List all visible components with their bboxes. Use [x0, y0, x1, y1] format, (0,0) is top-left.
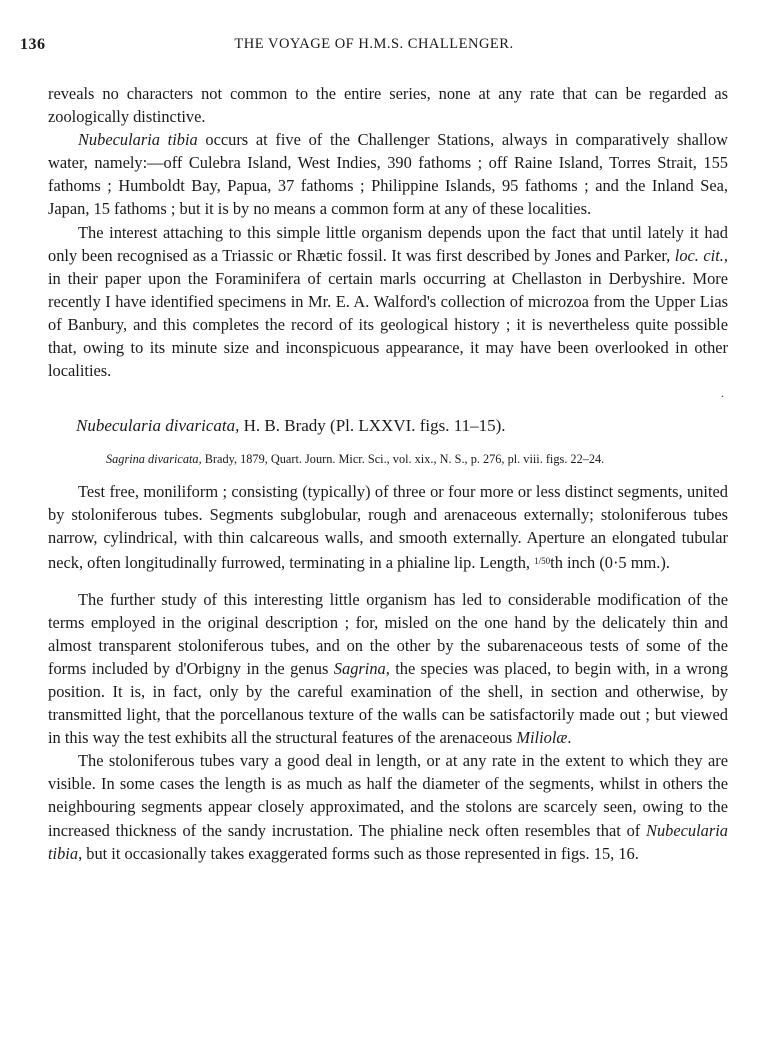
paragraph-further-study: The further study of this interesting little organism has led to considerable modification of the terms employed in the original description ; for, misled on the one hand by the delicately thin and almost transparent stoloniferous tubes, and on the other by the subarenaceous tests of some of the forms included by d'Orbigny in the genus Sagrina, the species was placed, to begin with, in a wrong position. It is, in fact, only by the careful examination of the shell, in section and otherwise, by transmitted light, that the porcellanous texture of the walls can be satisfactorily made out ; but viewed in this way the test exhibits all the structural features of the arenaceous Miliolæ.	[48, 589, 729, 748]
species-name: Nubecularia tibia	[48, 820, 728, 863]
fraction: 1/50	[534, 555, 551, 566]
synonymy-line: Sagrina divaricata, Brady, 1879, Quart. Journ. Micr. Sci., vol. xix., N. S., p. 276, pl. viii. figs. 22–24.	[106, 452, 605, 467]
paragraph-continuation: reveals no characters not common to the entire series, none at any rate that can be regarded as zoologically distinctive.	[48, 84, 728, 127]
page-body	[48, 82, 728, 865]
page-number: 136	[20, 36, 46, 53]
citation: loc. cit.	[674, 245, 724, 265]
family-name: Miliolæ	[516, 728, 568, 748]
stray-mark: .	[721, 386, 724, 401]
species-heading-name: Nubecularia divaricata	[76, 416, 236, 436]
species-name: Nubecularia tibia	[78, 130, 198, 150]
paragraph-geological-history: The interest attaching to this simple little organism depends upon the fact that until lately it had only been recognised as a Triassic or Rhætic fossil. It was first described by Jones and Parker, loc. cit., in their paper upon the Foraminifera of certain marls occurring at Chellaston in Derbyshire. More recently I have identified specimens in Mr. E. A. Walford's collection of microzoa from the Upper Lias of Banbury, and this completes the record of its geological history ; it is nevertheless quite possible that, owing to its minute size and inconspicuous appearance, it may have been overlooked in other localities.	[48, 222, 729, 381]
running-title: THE VOYAGE OF H.M.S. CHALLENGER.	[234, 36, 514, 52]
paragraph-stoloniferous-tubes: The stoloniferous tubes vary a good deal in length, or at any rate in the extent to which they are visible. In some cases the length is as much as half the diameter of the segments, whilst in others the neighbouring segments appear closely approximated, and the stolons are scarcely seen, owing to the increased thickness of the sandy incrustation. The phialine neck often resembles that of Nubecularia tibia, but it occasionally takes exaggerated forms such as those represented in figs. 15, 16.	[48, 751, 728, 863]
synonym-name: Sagrina divaricata	[106, 452, 199, 467]
paragraph-tibia-stations: Nubecularia tibia occurs at five of the Challenger Stations, always in comparatively shallow water, namely:—off Culebra Island, West Indies, 390 fathoms ; off Raine Island, Torres Strait, 155 fathoms ; Humboldt Bay, Papua, 37 fathoms ; Philippine Islands, 95 fathoms ; and the Inland Sea, Japan, 15 fathoms ; but it is by no means a common form at any of these localities.	[48, 130, 728, 219]
species-heading: Nubecularia divaricata, H. B. Brady (Pl. LXXVI. figs. 11–15).	[76, 416, 506, 436]
paragraph-description: Test free, moniliform ; consisting (typically) of three or four more or less distinct segments, united by stoloniferous tubes. Segments subglobular, rough and arenaceous externally; stoloniferous tubes narrow, cylindrical, with thin calcareous walls, and smooth externally. Aperture an elongated tubular neck, often longitudinally furrowed, terminating in a phialine lip. Length, $^{1/50}$th inch (0·5 mm.).	[48, 482, 728, 572]
page-header	[20, 36, 728, 60]
genus-name: Sagrina	[333, 658, 386, 678]
